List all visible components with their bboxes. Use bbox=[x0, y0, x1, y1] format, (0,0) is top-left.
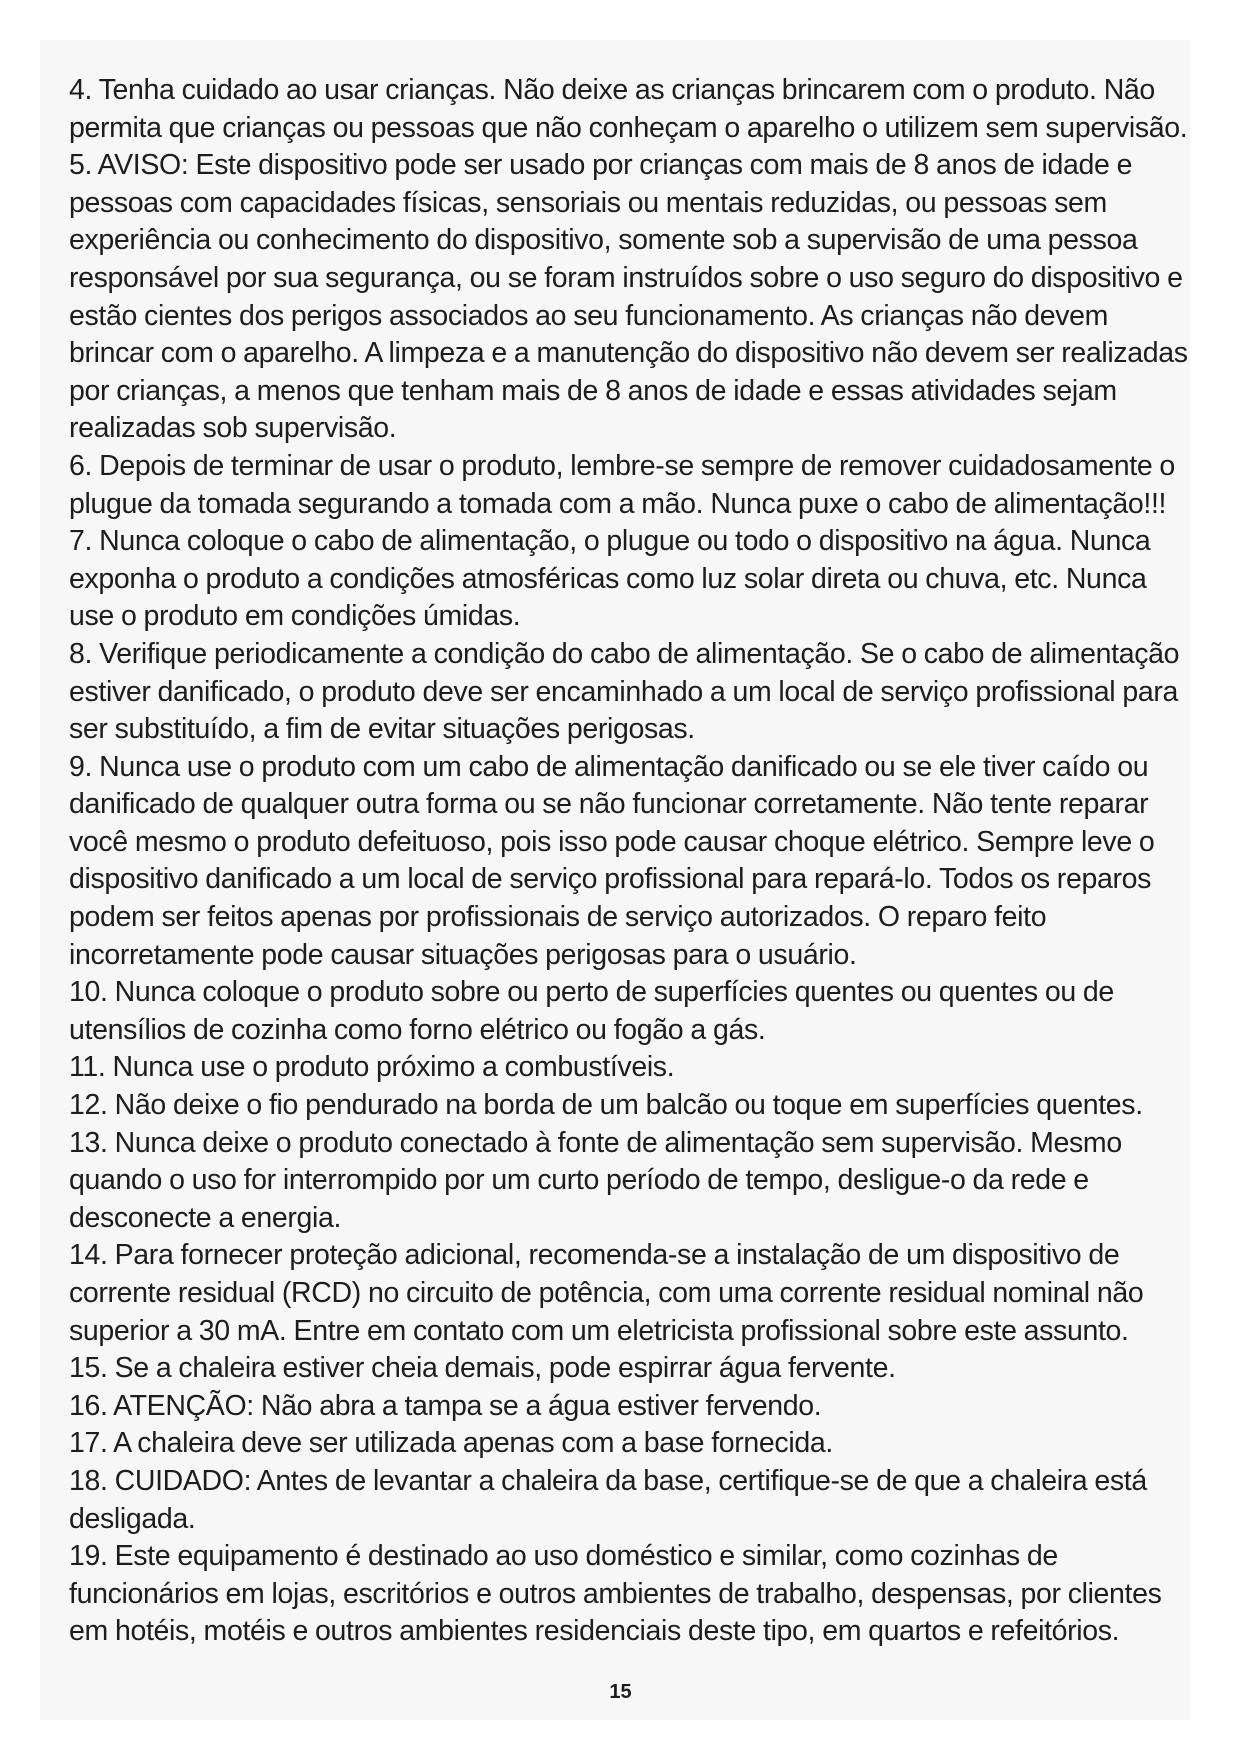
instruction-item-10: 10. Nunca coloque o produto sobre ou perto de superfícies quentes ou quentes ou de utensílios de cozinha como forno elétrico ou fogão a gás. bbox=[69, 976, 1114, 1046]
instruction-item-11: 11. Nunca use o produto próximo a combustíveis. bbox=[69, 1051, 675, 1084]
instruction-item-9: 9. Nunca use o produto com um cabo de alimentação danificado ou se ele tiver caído ou danificado de qualquer outra forma ou se não funcionar corretamente. Não tente reparar você mesmo o produto defeituoso, pois isso pode causar choque elétrico. Sempre leve o dispositivo danificado a um local de serviço profissional para repará-lo. Todos os reparos podem ser feitos apenas por profissionais de serviço autorizados. O reparo feito incorretamente pode causar situações perigosas para o usuário. bbox=[69, 750, 1155, 971]
instruction-item-13: 13. Nunca deixe o produto conectado à fonte de alimentação sem supervisão. Mesmo quando o uso for interrompido por um curto período de tempo, desligue-o da rede e desconecte a energia. bbox=[69, 1126, 1122, 1234]
instruction-item-17: 17. A chaleira deve ser utilizada apenas com a base fornecida. bbox=[69, 1427, 833, 1460]
instruction-item-14: 14. Para fornecer proteção adicional, recomenda-se a instalação de um dispositivo de corrente residual (RCD) no circuito de potência, com uma corrente residual nominal não superior a 30 mA. Entre em contato com um eletricista profissional sobre este assunto. bbox=[69, 1239, 1144, 1347]
instruction-item-19: 19. Este equipamento é destinado ao uso doméstico e similar, como cozinhas de funcionários em lojas, escritórios e outros ambientes de trabalho, despensas, por clientes em hotéis, motéis e outros ambientes residenciais deste tipo, em quartos e refeitórios. bbox=[69, 1540, 1162, 1648]
instruction-item-12: 12. Não deixe o fio pendurado na borda de um balcão ou toque em superfícies quentes. bbox=[69, 1089, 1143, 1122]
instruction-item-6: 6. Depois de terminar de usar o produto, lembre-se sempre de remover cuidadosamente o plugue da tomada segurando a tomada com a mão. Nunca puxe o cabo de alimentação!!! bbox=[69, 449, 1175, 520]
instruction-item-16: 16. ATENÇÃO: Não abra a tampa se a água estiver fervendo. bbox=[69, 1389, 822, 1422]
instruction-item-18: 18. CUIDADO: Antes de levantar a chaleira da base, certifique-se de que a chaleira está desligada. bbox=[69, 1464, 1147, 1535]
instruction-item-5: 5. AVISO: Este dispositivo pode ser usado por crianças com mais de 8 anos de idade e pessoas com capacidades físicas, sensoriais ou mentais reduzidas, ou pessoas sem experiência ou conhecimento do dispositivo, somente sob a supervisão de uma pessoa responsável por sua segurança, ou se foram instruídos sobre o uso seguro do dispositivo e estão cientes dos perigos associados ao seu funcionamento. As crianças não devem brincar com o aparelho. A limpeza e a manutenção do dispositivo não devem ser realizadas por crianças, a menos que tenham mais de 8 anos de idade e essas atividades sejam realizadas sob supervisão. bbox=[69, 149, 1188, 445]
instruction-item-4: 4. Tenha cuidado ao usar crianças. Não deixe as crianças brincarem com o produto. Não permita que crianças ou pessoas que não conheçam o aparelho o utilizem sem supervisão. bbox=[69, 74, 1188, 144]
page-number: 15 bbox=[609, 1681, 632, 1703]
instruction-item-7: 7. Nunca coloque o cabo de alimentação, o plugue ou todo o dispositivo na água. Nunca exponha o produto a condições atmosféricas como luz solar direta ou chuva, etc. Nunca use o produto em condições úmidas. bbox=[69, 525, 1151, 633]
instructions-list bbox=[69, 72, 1189, 1651]
instruction-item-8: 8. Verifique periodicamente a condição do cabo de alimentação. Se o cabo de alimentação estiver danificado, o produto deve ser encaminhado a um local de serviço profissional para ser substituído, a fim de evitar situações perigosas. bbox=[69, 637, 1180, 746]
instruction-item-15: 15. Se a chaleira estiver cheia demais, pode espirrar água fervente. bbox=[69, 1352, 896, 1385]
